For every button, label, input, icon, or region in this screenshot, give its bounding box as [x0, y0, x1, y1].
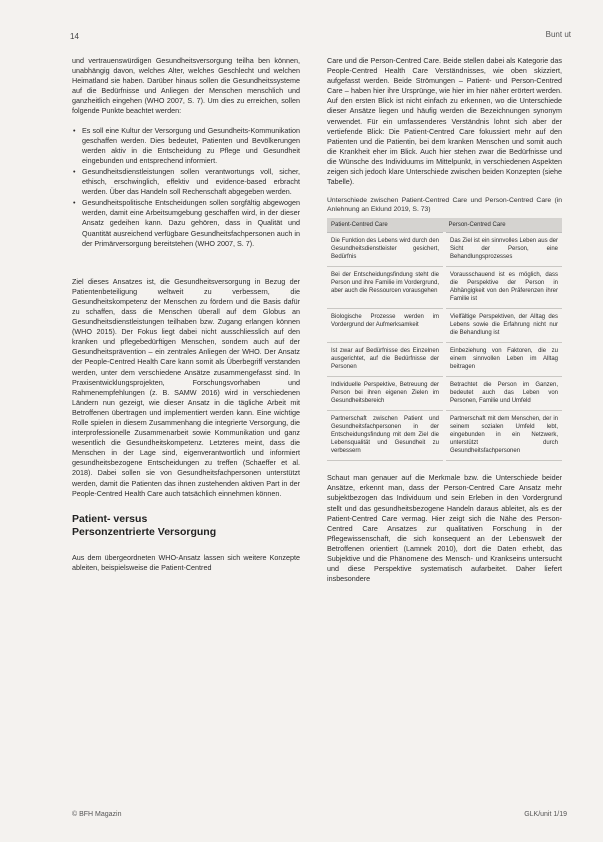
table-row [327, 343, 562, 377]
heading-line: Personzentrierte Versorgung [72, 525, 217, 538]
body-paragraph: Care und die Person-Centred Care. Beide stellen dabei als Kategorie das People-Centred Health Care Verständnisses, wie oben skizziert, aufgefasst werden. Beide Strömungen – Patient- und Person-Centred Care – haben hier ihre Ursprünge, wie hier im hier näher erörtert werden. Auf den ersten Blick ist nicht einfach zu erkennen, wo die Unterschiede dieser Ansätze liegen und häufig werden die Bezeichnungen synonym verwendet. Für ein umfassenderes Verständnis lohnt sich aber der vertiefende Blick: Die Patient-Centred Care fokussiert mehr auf den Patienten und die Patientin, bei dem kranken Menschen und somit auch die Krankheit eher im Blick. Auch hier stehen zwar die Bedürfnisse und die Wünsche des Individuums im Mittelpunkt, in verschiedenen Aspekten zeigen sich jedoch klare Unterschiede zwischen beiden Konzepten (siehe Tabelle). [327, 56, 562, 187]
bullet-item: • Gesundheitspolitische Entscheidungen sollen sorgfältig abgewogen werden, damit eine Arbeitsumgebung geschaffen wird, in der dieser Ansatz gedeihen kann. Dazu gehören, dass in Qualität und Quantität ausreichend verfügbare Gesundheitsfachpersonen auch in der Primärversorgung bereitstehen (WHO 2007, S. 7). [82, 198, 300, 248]
table-cell: Die Funktion des Lebens wird durch den Gesundheitsdienstleister gesichert, Bedürfnis [327, 233, 445, 267]
intro-paragraph: und vertrauenswürdigen Gesundheitsversorgung teilha ben können, unabhängig davon, welches Alter, welches Geschlecht und welchen Heimatland sie haben. Darüber hinaus sollen die Gesundheitssysteme auf die Bedürfnisse und Anliegen der Menschen menschlich und ganzheitlich eingehen (WHO 2007, S. 7). Um dies zu erreichen, sollen folgende Punkte beachtet werden: [72, 56, 300, 116]
section-heading [72, 513, 300, 539]
table-cell: Individuelle Perspektive, Betreuung der Person bei ihren eigenen Zielen im Gesundheitsbereich [327, 377, 445, 411]
table-row [327, 309, 562, 343]
table-row [327, 233, 562, 267]
left-column [72, 56, 300, 582]
table-cell: Partnerschaft zwischen Patient und Gesundheitsfachpersonen in der Entscheidungsfindung mit dem Ziel die Lebensqualität und Gesundheit zu verbessern [327, 411, 445, 461]
right-column [327, 56, 562, 593]
table-cell: Vorausschauend ist es möglich, dass die Perspektive der Person in Abhängigkeit von den Präferenzen ihrer Familie ist [445, 267, 563, 309]
bullet-item: • Es soll eine Kultur der Versorgung und Gesundheits-Kommunikation geschaffen werden. Dies bedeutet, Patienten und Bevölkerungen werden aktiv in die Entscheidung zu Pflege und Gesundheit eingebunden und entsprechend informiert. [82, 126, 300, 166]
table-cell: Ist zwar auf Bedürfnisse des Einzelnen ausgerichtet, auf die Bedürfnisse der Personen [327, 343, 445, 377]
table-cell: Vielfältige Perspektiven, der Alltag des Lebens sowie die Erfahrung nicht nur die Behandlung ist [445, 309, 563, 343]
table-cell: Biologische Prozesse werden im Vordergrund der Aufmerksamkeit [327, 309, 445, 343]
table-cell: Einbeziehung von Faktoren, die zu einem sinnvollen Leben im Alltag beitragen [445, 343, 563, 377]
bullet-list [72, 126, 300, 249]
table-header: Patient-Centred Care [327, 218, 445, 233]
table-cell: Bei der Entscheidungsfindung steht die Person und ihre Familie im Vordergrund, aber auch die Ressourcen vorausgehen [327, 267, 445, 309]
table-header-row [327, 218, 562, 233]
footer-issue: GLK/unit 1/19 [524, 811, 567, 818]
heading-line: Patient- versus [72, 512, 148, 525]
body-paragraph: Aus dem übergeordneten WHO-Ansatz lassen sich weitere Konzepte ableiten, beispielsweise die Patient-Centred [72, 552, 300, 572]
section-label: Bunt ut [545, 30, 571, 39]
table-cell: Partnerschaft mit dem Menschen, der in seinem sozialen Umfeld lebt, eingebunden in ein Netzwerk, unterstützt durch Gesundheitsfachpersonen [445, 411, 563, 461]
table-header: Person-Centred Care [445, 218, 563, 233]
footer-publication: © BFH Magazin [72, 811, 122, 818]
body-paragraph: Ziel dieses Ansatzes ist, die Gesundheitsversorgung in Bezug der Patientenbeteiligung weltweit zu verbessern, die Gesundheitskompetenz der Menschen zu fördern und die Basis dafür zu schaffen, dass die Menschen überall auf dem Globus an Gesundheitsdienstleistungen teilhaben bzw. Zugang erlangen können (WHO 2015). Der Fokus liegt dabei nicht ausschliesslich auf den kranken und pflegebedürftigen Menschen, sondern auch auf der Gesundheitsprävention – ein zentrales Anliegen der WHO. Der Ansatz der People-Centred Health Care kann somit als Überbegriff verstanden werden, unter dem verschiedene Ansätze zusammengefasst sind. In Praxisentwicklungsprojekten, Forschungsvorhaben und Rahmenempfehlungen (z. B. SAMW 2016) wird in verschiedenen Ländern nun gezeigt, wie dieser Ansatz in die tägliche Arbeit mit Betroffenen übertragen und implementiert werden kann. Eine wichtige Rolle spielen in diesem Zusammenhang die integrierte Versorgung, die interprofessionelle Zusammenarbeit sowie Kommunikation und ganz wesentlich die Gesundheitskompetenz. Letzteres meint, dass die Menschen in der Lage sind, eigenverantwortlich und informiert gesundheitsbezogene Entscheidungen zu treffen (Schaeffer et al. 2018). Dabei sollen sie von Gesundheitsfachpersonen unterstützt werden, damit die Patienten das ihnen zustehenden aktiven Part in der People-Centred Health Care auch tatsächlich einnehmen können. [72, 276, 300, 498]
table-row [327, 267, 562, 309]
page-number: 14 [70, 32, 79, 41]
table-row [327, 377, 562, 411]
body-paragraph: Schaut man genauer auf die Merkmale bzw. die Unterschiede beider Ansätze, erkennt man, dass der Person-Centred Care Ansatz mehr subjektbezogen das Individuum und sein Erleben in den Vordergrund stellt und das gesundheitsbezogene Handeln daraus ableitet, als es der Patient-Centred Care vermag. Hier zeigt sich die Nähe des Person-Centred Care Ansatzes zur qualitativen Forschung in der Pflegewissenschaft, die sich konsequent an der Lebenswelt der Betroffenen orientiert (Lamnek 2010), dort die Daten erhebt, das Subjektive und die Phänomene des Mensch- und Krankseins untersucht und diese Perspektive systematisch aufarbeitet. Daher liefert insbesondere [327, 473, 562, 584]
bullet-item: • Gesundheitsdienstleistungen sollen verantwortungs voll, sicher, ethisch, erschwinglich, effektiv und evidence-based erbracht werden. Über das Handeln soll Rechenschaft abgegeben werden. [82, 167, 300, 197]
table-caption: Unterschiede zwischen Patient-Centred Care und Person-Centred Care (in Anlehnung an Eklund 2019, S. 73) [327, 197, 562, 214]
table-cell: Das Ziel ist ein sinnvolles Leben aus der Sicht der Person, eine Behandlungsprozesses [445, 233, 563, 267]
table-row [327, 411, 562, 461]
comparison-table [327, 218, 562, 461]
table-cell: Betrachtet die Person im Ganzen, bedeutet auch das Leben von Personen, Familie und Umfeld [445, 377, 563, 411]
